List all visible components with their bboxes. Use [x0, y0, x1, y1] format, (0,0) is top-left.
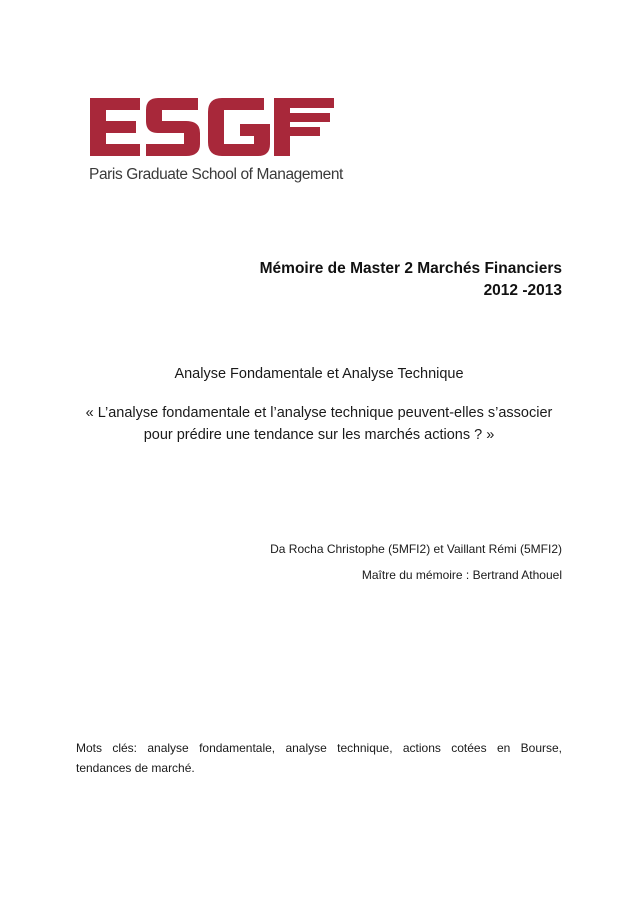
keywords-line1: Mots clés: analyse fondamentale, analyse technique, actions cotées en Bourse,: [76, 741, 562, 755]
author-names: Da Rocha Christophe (5MFI2) et Vaillant Rémi (5MFI2): [270, 542, 562, 556]
authors-block: [270, 536, 562, 588]
thesis-supervisor: Maître du mémoire : Bertrand Athouel: [361, 568, 562, 582]
thesis-title: [260, 258, 562, 302]
subject-heading: Analyse Fondamentale et Analyse Technique: [174, 366, 464, 382]
logo-tagline: Paris Graduate School of Management: [89, 166, 343, 183]
thesis-title-line: Mémoire de Master 2 Marchés Financiers: [259, 260, 562, 277]
keywords-paragraph: [76, 738, 562, 778]
research-question-line2: pour prédire une tendance sur les marchés actions ? »: [143, 427, 495, 443]
keywords-line2: tendances de marché.: [76, 761, 195, 775]
research-question: [76, 402, 562, 446]
esgf-wordmark-graphic: [88, 96, 338, 158]
research-question-line1: « L’analyse fondamentale et l’analyse technique peuvent-elles s’associer: [85, 405, 553, 421]
academic-year: 2012 -2013: [483, 282, 562, 299]
esgf-logo: [88, 96, 343, 196]
